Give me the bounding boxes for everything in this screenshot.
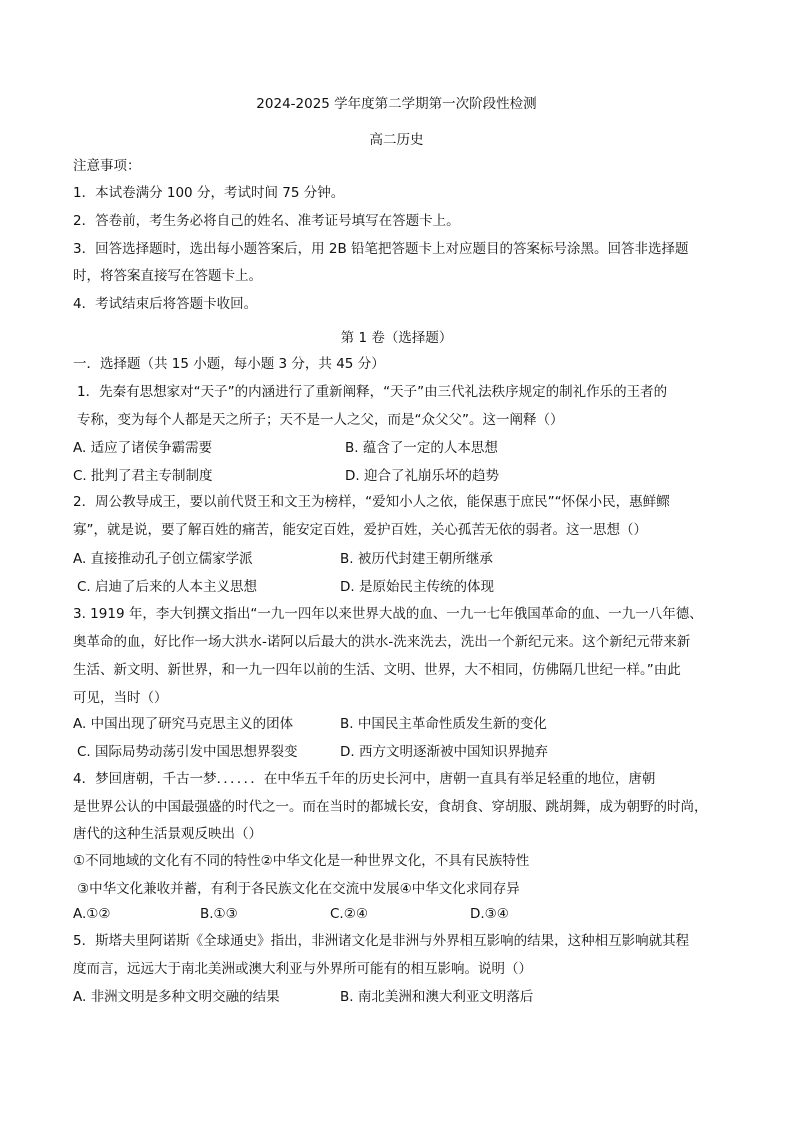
question-5-line: 5．斯塔夫里阿诺斯《全球通史》指出，非洲诸文化是非洲与外界相互影响的结果，这种相互影响就其程: [73, 933, 690, 949]
note-item: 3．回答选择题时，选出每小题答案后，用 2B 铅笔把答题卡上对应题目的答案标号涂黑。回答非选择题: [73, 241, 689, 257]
question-2-line: 2．周公教导成王，要以前代贤王和文王为榜样，“爱知小人之依，能保惠于庶民”“怀保小民，惠鲜鳏: [73, 494, 670, 510]
note-item: 4．考试结束后将答题卡收回。: [73, 296, 258, 312]
question-4-statement: ①不同地域的文化有不同的特性②中华文化是一种世界文化，不具有民族特性: [73, 853, 530, 869]
question-2-line: 寡”，就是说，要了解百姓的痛苦，能安定百姓，爱护百姓，关心孤苦无依的弱者。这一思想（）: [73, 522, 647, 538]
subject-title: 高二历史: [369, 132, 424, 148]
section-one-heading: 一．选择题（共 15 小题，每小题 3 分，共 45 分）: [73, 356, 385, 372]
volume-title: 第 1 卷（选择题）: [340, 330, 453, 346]
question-4-option-b: B.①③: [200, 906, 238, 922]
question-2-option-a: A. 直接推动孔子创立儒家学派: [73, 551, 253, 567]
question-5-option-b: B. 南北美洲和澳大利亚文明落后: [340, 989, 534, 1005]
question-3-option-b: B. 中国民主革命性质发生新的变化: [340, 716, 547, 732]
question-4-line: 唐代的这种生活景观反映出（）: [73, 826, 262, 842]
question-4-option-c: C.②④: [330, 906, 368, 922]
note-item: 时，将答案直接写在答题卡上。: [73, 268, 262, 284]
question-4-line: 4．梦回唐朝，千古一梦．．．．．．在中华五千年的历史长河中，唐朝一直具有举足轻重的地位，唐朝: [73, 771, 656, 787]
question-4-option-d: D.③④: [470, 906, 509, 922]
question-2-option-c: C. 启迪了后来的人本主义思想: [77, 579, 258, 595]
exam-title: 2024-2025 学年度第二学期第一次阶段性检测: [256, 96, 537, 112]
question-3-option-d: D. 西方文明逐渐被中国知识界抛弃: [340, 744, 548, 760]
question-2-option-b: B. 被历代封建王朝所继承: [340, 551, 493, 567]
question-1-option-b: B. 蕴含了一定的人本思想: [345, 440, 498, 456]
note-item: 1．本试卷满分 100 分，考试时间 75 分钟。: [73, 185, 345, 201]
question-3-line: 3. 1919 年，李大钊撰文指出“一九一四年以来世界大战的血、一九一七年俄国革命的血、一九一八年德、: [73, 606, 703, 622]
note-item: 2．答卷前，考生务必将自己的姓名、准考证号填写在答题卡上。: [73, 213, 460, 229]
question-4-line: 是世界公认的中国最强盛的时代之一。而在当时的都城长安，食胡食、穿胡服、跳胡舞，成为朝野的时尚，: [73, 799, 708, 815]
question-2-option-d: D. 是原始民主传统的体现: [340, 579, 494, 595]
question-1-line: 1．先秦有思想家对“天子”的内涵进行了重新阐释，“天子”由三代礼法秩序规定的制礼作乐的王者的: [77, 384, 668, 400]
question-4-statement: ③中华文化兼收并蓄，有利于各民族文化在交流中发展④中华文化求同存异: [77, 881, 520, 897]
question-4-option-a: A.①②: [73, 906, 111, 922]
question-5-line: 度而言，远远大于南北美洲或澳大利亚与外界所可能有的相互影响。说明（）: [73, 961, 532, 977]
question-3-line: 可见，当时（）: [73, 690, 168, 706]
question-5-option-a: A. 非洲文明是多种文明交融的结果: [73, 989, 280, 1005]
question-3-line: 奥革命的血，好比作一场大洪水-诺阿以后最大的洪水-洗来洗去，洗出一个新纪元来。这个新纪元带来新: [73, 634, 691, 650]
question-3-line: 生活、新文明、新世界，和一九一四年以前的生活、文明、世界，大不相同，仿佛隔几世纪一样。”由此: [73, 662, 681, 678]
question-1-option-a: A. 适应了诸侯争霸需要: [73, 440, 213, 456]
question-3-option-a: A. 中国出现了研究马克思主义的团体: [73, 716, 294, 732]
notes-heading: 注意事项：: [73, 158, 141, 174]
question-1-option-d: D. 迎合了礼崩乐坏的趋势: [345, 468, 499, 484]
question-3-option-c: C. 国际局势动荡引发中国思想界裂变: [77, 744, 298, 760]
question-1-option-c: C. 批判了君主专制制度: [73, 468, 213, 484]
question-1-line: 专称，变为每个人都是天之所子；天不是一人之父，而是“众父父”。这一阐释（）: [77, 412, 564, 428]
